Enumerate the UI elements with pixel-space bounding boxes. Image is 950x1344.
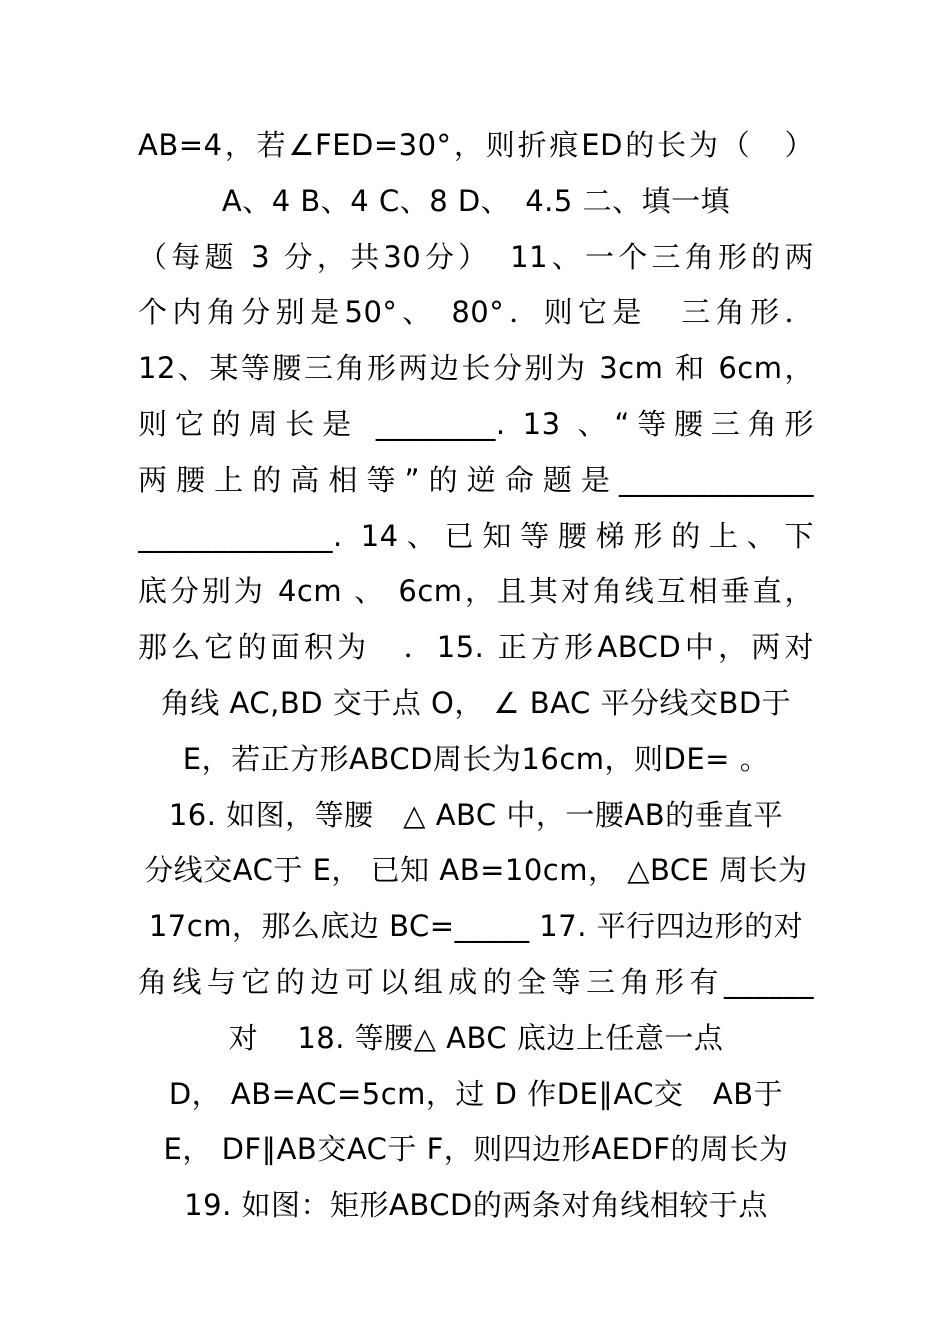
text-line-14: 分线交AC于 E， 已知 AB=10cm， △BCE 周长为 <box>144 853 808 888</box>
text-line-7: 两腰上的高相等”的逆命题是_____________ <box>138 462 814 497</box>
text-line-15: 17cm，那么底边 BC=_____ 17. 平行四边形的对 <box>148 909 804 944</box>
text-line-2: A、4 B、4 C、8 D、 4.5 二、填一填 <box>221 183 731 218</box>
text-line-4: 个内角分别是50°、 80°．则它是 三角形． <box>138 295 814 330</box>
text-line-9: 底分别为 4cm 、 6cm，且其对角线互相垂直， <box>138 574 814 609</box>
text-line-13: 16. 如图，等腰 △ ABC 中，一腰AB的垂直平 <box>168 797 784 832</box>
text-line-18: D， AB=AC=5cm，过 D 作DE∥AC交 AB于 <box>168 1076 784 1111</box>
text-line-3: （每题 3 分，共30分） 11、一个三角形的两 <box>138 239 814 274</box>
text-line-17: 对 18. 等腰△ ABC 底边上任意一点 <box>228 1020 724 1055</box>
text-line-1: AB=4，若∠FED=30°，则折痕ED的长为（ ） <box>138 128 814 162</box>
text-line-10: 那么它的面积为 ．15. 正方形ABCD中，两对 <box>138 630 814 665</box>
text-line-5: 12、某等腰三角形两边长分别为 3cm 和 6cm， <box>138 351 814 386</box>
text-line-12: E，若正方形ABCD周长为16cm，则DE= 。 <box>182 741 770 776</box>
text-line-11: 角线 AC,BD 交于点 O， ∠ BAC 平分线交BD于 <box>160 685 792 720</box>
text-line-6: 则它的周长是 ________. 13 、“等腰三角形 <box>138 406 814 441</box>
question-text-block <box>138 118 814 1234</box>
text-line-20: 19. 如图：矩形ABCD的两条对角线相较于点 <box>184 1188 768 1223</box>
text-line-16: 角线与它的边可以组成的全等三角形有______ <box>138 964 814 999</box>
text-line-8: _____________. 14、已知等腰梯形的上、下 <box>138 518 814 553</box>
text-line-19: E， DF∥AB交AC于 F，则四边形AEDF的周长为 <box>163 1132 789 1167</box>
